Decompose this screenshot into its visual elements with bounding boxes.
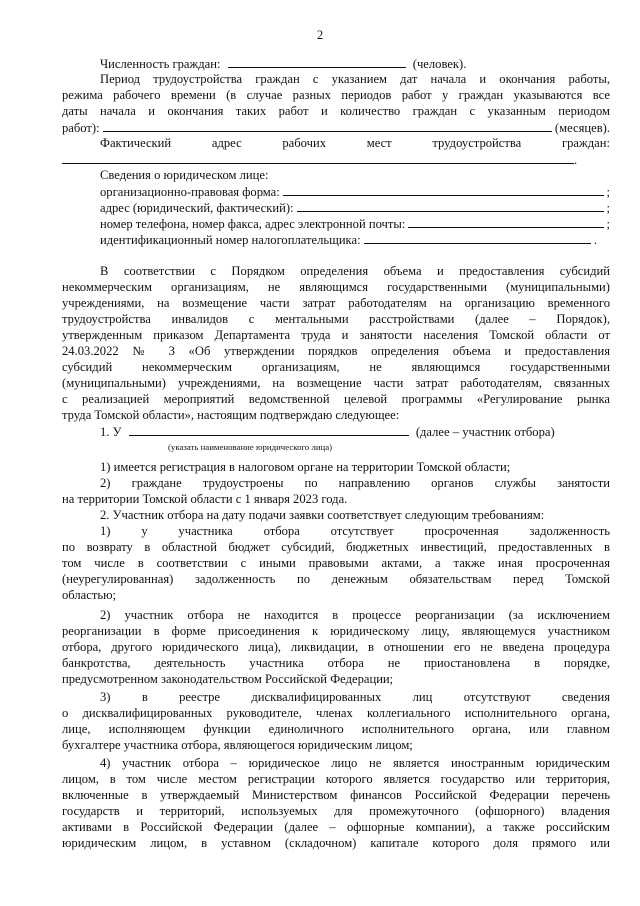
participant-name-blank[interactable]: [129, 424, 409, 436]
legal-entity-title: Сведения о юридическом лице:: [100, 168, 269, 182]
address-blank-line: [62, 152, 610, 168]
item2-line: предусмотренном законодательством Российской Федерации;: [62, 672, 394, 686]
period-prefix: работ):: [62, 121, 100, 135]
page-number: 2: [316, 28, 324, 42]
legal-field-blank[interactable]: [408, 216, 603, 228]
item1-suffix: (далее – участник отбора): [415, 425, 555, 439]
item2-line: юридическим лицом, в уставном (складочном) капитале которого доля прямого или: [62, 836, 610, 850]
legal-field-blank[interactable]: [283, 184, 604, 196]
address-word: адрес: [211, 136, 242, 150]
item2-line: лицом, в том числе местом регистрации которого является государство или территория,: [62, 772, 610, 786]
item1-prefix: 1. У: [100, 425, 122, 439]
body-line: труда Томской области», настоящим подтверждаю следующее:: [62, 408, 400, 422]
address-word: рабочих: [282, 136, 327, 150]
legal-field-contacts: [100, 216, 610, 232]
item2-line: областью;: [62, 588, 117, 602]
item2-line: банкротства, деятельность участника отбора не приостановлена в порядке,: [62, 656, 610, 670]
item2-line: государств и территорий, используемых для промежуточного (офшорного) владения: [62, 804, 610, 818]
item2-line: 4) участник отбора – юридическое лицо не является иностранным юридическим: [100, 756, 610, 770]
item1-subitem: 1) имеется регистрация в налоговом органе на территории Томской области;: [100, 460, 511, 474]
address-word: мест: [366, 136, 392, 150]
item2-line: реорганизации в форме присоединения к юридическому лицу, являющемуся участником: [62, 624, 610, 638]
item2-line: активами в Российской Федерации (далее – офшорные компании), а также российским: [62, 820, 610, 834]
body-line: трудоустройства инвалидов с ментальными расстройствами (далее – Порядок),: [62, 312, 610, 326]
body-line: (муниципальными) учреждениями, на возмещение части затрат работодателям, связанных: [62, 376, 610, 390]
address-word: Фактический: [100, 136, 172, 150]
address-word: граждан:: [561, 136, 610, 150]
body-line: 24.03.2022 № 3 «Об утверждении порядков определения объема и предоставления: [62, 344, 610, 358]
body-line: некоммерческим организациям, не являющимся государственными (муниципальными): [62, 280, 610, 294]
address-blank[interactable]: [62, 152, 574, 164]
item2-line: лице, исполняющем функции единоличного исполнительного органа, или главном: [62, 722, 610, 736]
item2-line: 2) участник отбора не находится в процессе реорганизации (за исключением: [100, 608, 610, 622]
citizens-count-field: [100, 56, 610, 72]
legal-field-end: ;: [606, 201, 610, 215]
body-line: с реализацией мероприятий ведомственной целевой программы «Регулирование рынка: [62, 392, 610, 406]
citizens-count-unit: (человек).: [412, 57, 467, 71]
period-line-2: режима рабочего времени (в случае разных периодов работ у граждан указываются все: [62, 88, 610, 102]
participant-name-hint: (указать наименование юридического лица): [168, 442, 333, 452]
item2-intro: 2. Участник отбора на дату подачи заявки соответствует следующим требованиям:: [100, 508, 545, 522]
period-line-4: [62, 120, 610, 136]
address-line: [100, 136, 610, 151]
period-blank[interactable]: [103, 120, 552, 132]
period-unit: (месяцев).: [554, 121, 610, 135]
body-line: В соответствии с Порядком определения объема и предоставления субсидий: [100, 264, 610, 278]
legal-field-label: идентификационный номер налогоплательщика:: [100, 233, 361, 247]
legal-field-blank[interactable]: [297, 200, 604, 212]
period-line-3: даты начала и окончания таких работ и количество граждан с указанным периодом: [62, 104, 610, 118]
legal-field-end: ;: [606, 217, 610, 231]
legal-field-label: адрес (юридический, фактический):: [100, 201, 294, 215]
legal-field-address: [100, 200, 610, 216]
item2-line: 3) в реестре дисквалифицированных лиц отсутствуют сведения: [100, 690, 610, 704]
legal-field-blank[interactable]: [364, 232, 591, 244]
citizens-count-blank[interactable]: [228, 56, 406, 68]
item2-line: (неурегулированная) задолженность по денежным обязательствам перед Томской: [62, 572, 610, 586]
legal-field-label: номер телефона, номер факса, адрес электронной почты:: [100, 217, 406, 231]
address-word: трудоустройства: [432, 136, 522, 150]
legal-field-end: .: [593, 233, 597, 247]
legal-field-form: [100, 184, 610, 200]
item1-line: [100, 424, 610, 440]
address-end: .: [574, 153, 578, 167]
body-line: субсидий некоммерческим организациям, не являющимся государственными: [62, 360, 610, 374]
item1-subitem: 2) граждане трудоустроены по направлению органов службы занятости: [100, 476, 610, 490]
period-line-1: Период трудоустройства граждан с указанием дат начала и окончания работы,: [100, 72, 610, 86]
item2-line: отбора, другого юридического лица), ликвидации, в отношении его не введена процедура: [62, 640, 610, 654]
legal-field-label: организационно-правовая форма:: [100, 185, 280, 199]
item1-subitem: на территории Томской области с 1 января 2023 года.: [62, 492, 348, 506]
item2-line: том числе в соответствии с иными правовыми актами, а также иная просроченная: [62, 556, 610, 570]
body-line: учреждениями, на возмещение части затрат работодателям на организацию временного: [62, 296, 610, 310]
item2-line: о дисквалифицированных руководителе, членах коллегиального исполнительного органа,: [62, 706, 610, 720]
citizens-count-label: Численность граждан:: [100, 57, 221, 71]
item2-line: по возврату в областной бюджет субсидий, бюджетных инвестиций, предоставленных в: [62, 540, 610, 554]
item2-line: бухгалтере участника отбора, являющегося юридическим лицом;: [62, 738, 413, 752]
body-line: утвержденным приказом Департамента труда и занятости населения Томской области от: [62, 328, 610, 342]
item2-line: включенные в утверждаемый Министерством финансов Российской Федерации перечень: [62, 788, 610, 802]
legal-field-end: ;: [606, 185, 610, 199]
legal-field-inn: [100, 232, 597, 248]
item2-line: 1) у участника отбора отсутствует просроченная задолженность: [100, 524, 610, 538]
